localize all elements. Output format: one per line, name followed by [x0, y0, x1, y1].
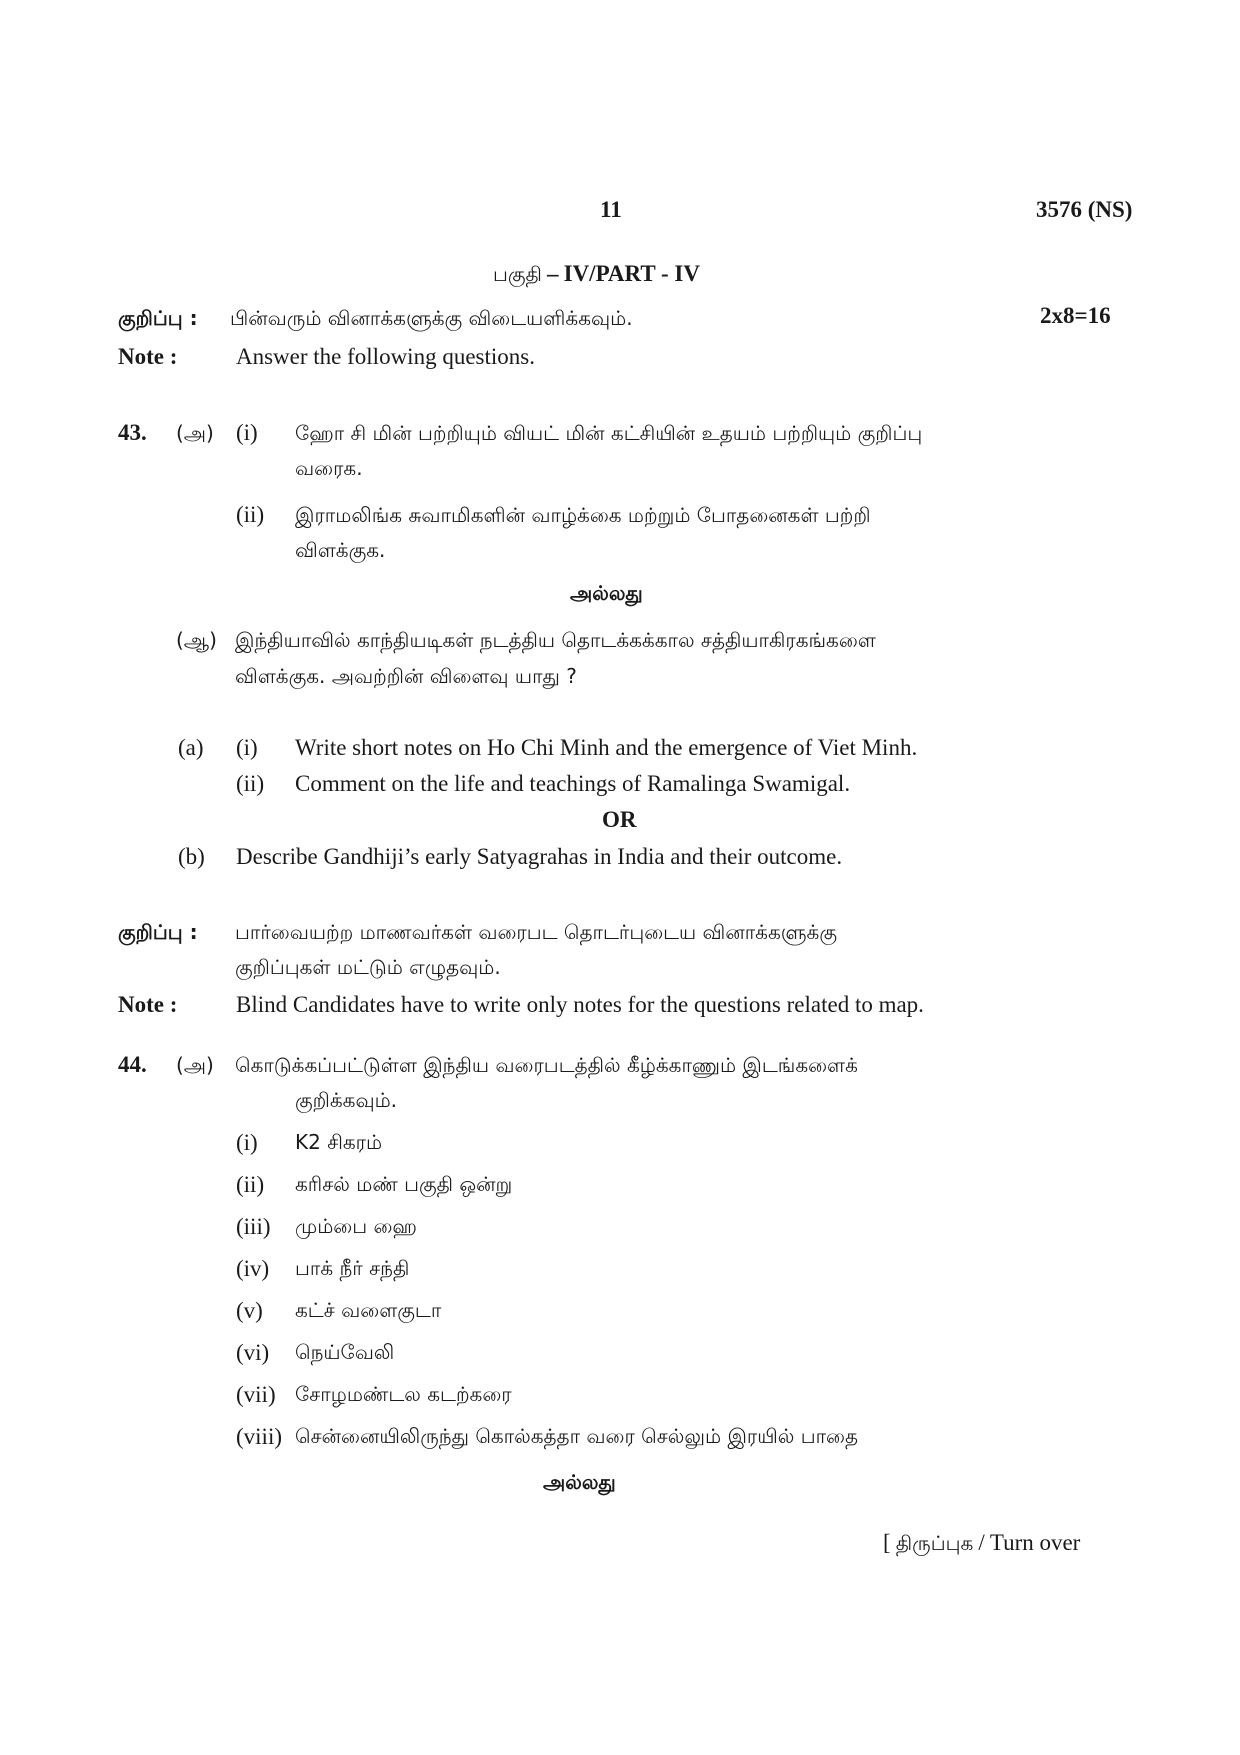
q44-a-marker: (அ) [176, 1053, 214, 1077]
q44-item-number: (viii) [236, 1424, 282, 1449]
q44-line1: கொடுக்கப்பட்டுள்ள இந்திய வரைபடத்தில் கீழ்க்காணும் இடங்களைக் [235, 1053, 858, 1077]
paper-code: 3576 (NS) [1036, 197, 1133, 222]
note2-line2-ta: குறிப்புகள் மட்டும் எழுதவும். [235, 955, 501, 979]
note-label-en: Note : [118, 344, 178, 369]
q44-item-number: (iv) [236, 1256, 270, 1281]
q44-item-number: (vii) [236, 1382, 276, 1407]
part-title [493, 262, 700, 285]
q43-en-ii-number: (ii) [236, 771, 265, 796]
part-title-sep: – [547, 261, 559, 286]
q44-item-number: (vi) [236, 1340, 270, 1365]
footer-turn-en: Turn over [989, 1530, 1081, 1555]
q44-item-text: K2 சிகரம் [295, 1130, 383, 1154]
q44-item-number: (v) [236, 1298, 263, 1323]
q43-en-i-number: (i) [236, 735, 258, 760]
q44-item-number: (i) [236, 1130, 258, 1155]
q44-item-text: சோழமண்டல கடற்கரை [295, 1382, 512, 1406]
footer-turn-ta: திருப்புக [895, 1531, 974, 1555]
q44-line2: குறிக்கவும். [295, 1088, 398, 1112]
q44-item-number: (ii) [236, 1172, 265, 1197]
q43-en-a-marker: (a) [178, 735, 204, 760]
q44-item-text: மும்பை ஹை [295, 1214, 417, 1238]
q43-en-b-marker: (b) [178, 844, 205, 869]
note-label-ta: குறிப்பு : [118, 306, 198, 330]
q43-en-ii-text: Comment on the life and teachings of Ramalinga Swamigal. [295, 771, 851, 796]
q44-item-text: நெய்வேலி [295, 1340, 395, 1364]
footer-slash: / [978, 1530, 985, 1555]
q43-a-i-line2: வரைக. [295, 456, 363, 480]
page-number: 11 [600, 197, 622, 222]
q43-en-b-text: Describe Gandhiji’s early Satyagrahas in India and their outcome. [236, 844, 843, 869]
q43-a-ii-line1: இராமலிங்க சுவாமிகளின் வாழ்க்கை மற்றும் போதனைகள் பற்றி [295, 503, 871, 527]
q43-a-ii-number: (ii) [236, 502, 265, 527]
q43-b-line1: இந்தியாவில் காந்தியடிகள் நடத்திய தொடக்கக்கால சத்தியாகிரகங்களை [235, 628, 876, 652]
q43-a-ii-line2: விளக்குக. [295, 538, 386, 562]
q43-b-line2: விளக்குக. அவற்றின் விளைவு யாது ? [235, 664, 577, 688]
turn-over-footer [883, 1531, 1080, 1554]
note-text-ta: பின்வரும் வினாக்களுக்கு விடையளிக்கவும். [230, 306, 633, 330]
q43-a-i-number: (i) [236, 420, 258, 445]
note2-line1-ta: பார்வையற்ற மாணவர்கள் வரைபட தொடர்புடைய வினாக்களுக்கு [235, 920, 837, 944]
footer-bracket: [ [883, 1530, 891, 1555]
q44-item-number: (iii) [236, 1214, 271, 1239]
q44-item-text: சென்னையிலிருந்து கொல்கத்தா வரை செல்லும் இரயில் பாதை [295, 1424, 858, 1448]
q43-b-marker: (ஆ) [176, 628, 217, 652]
note2-label-ta: குறிப்பு : [118, 920, 198, 944]
q44-item-text: பாக் நீர் சந்தி [295, 1256, 410, 1280]
note2-text-en: Blind Candidates have to write only notes for the questions related to map. [236, 992, 924, 1017]
q43-a-marker: (அ) [176, 421, 214, 445]
question-number-44: 44. [118, 1052, 147, 1077]
note-text-en: Answer the following questions. [236, 344, 535, 369]
q43-en-i-text: Write short notes on Ho Chi Minh and the emergence of Viet Minh. [295, 735, 918, 760]
part-title-en: IV/PART - IV [563, 261, 700, 286]
q44-item-text: கட்ச் வளைகுடா [295, 1298, 442, 1322]
q43-or-ta: அல்லது [570, 581, 643, 605]
question-number-43: 43. [118, 420, 147, 445]
note2-label-en: Note : [118, 992, 178, 1017]
q43-a-i-line1: ஹோ சி மின் பற்றியும் வியட் மின் கட்சியின் உதயம் பற்றியும் குறிப்பு [295, 421, 923, 445]
q43-or-en: OR [602, 807, 637, 832]
q44-item-text: கரிசல் மண் பகுதி ஒன்று [295, 1172, 513, 1196]
part-title-ta: பகுதி [493, 262, 542, 286]
q44-or-ta: அல்லது [543, 1470, 616, 1494]
marks: 2x8=16 [1040, 303, 1111, 328]
